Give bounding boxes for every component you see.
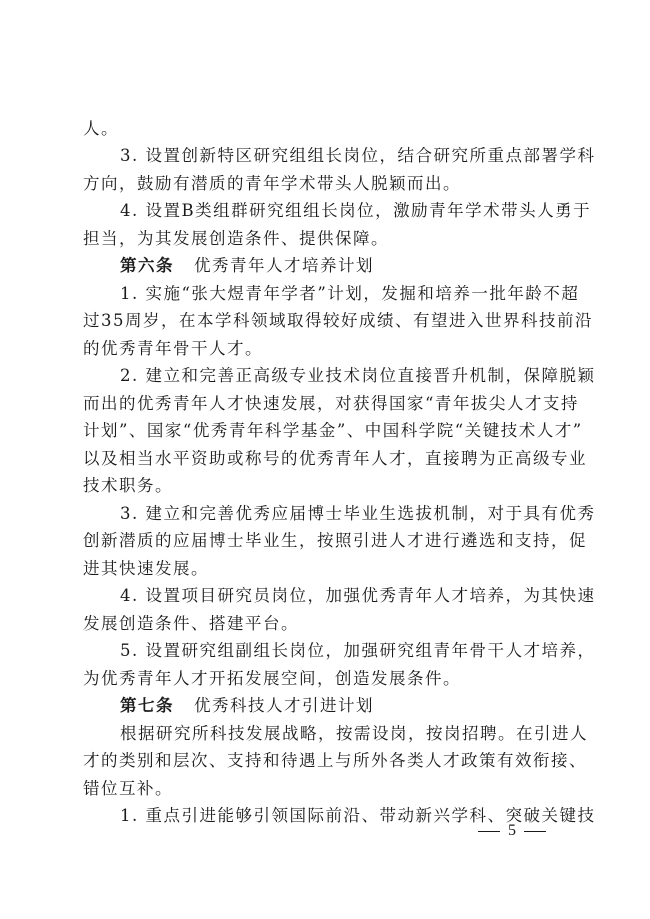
line-text: 而出的优秀青年人才快速发展，对获得国家“青年拔尖人才支持 — [83, 394, 579, 413]
article-title: 优秀科技人才引进计划 — [194, 696, 374, 715]
page-number — [478, 822, 546, 840]
line-text: 人。 — [83, 119, 119, 138]
line-text: 3. 建立和完善优秀应届博士毕业生选拔机制，对于具有优秀 — [120, 504, 596, 523]
line-text: 的优秀青年骨干人才。 — [83, 339, 263, 358]
article-number: 第六条 — [120, 256, 174, 275]
line-text: 技术职务。 — [83, 476, 173, 495]
line-text: 错位互补。 — [83, 779, 173, 798]
line-text: 方向，鼓励有潜质的青年学术带头人脱颖而出。 — [83, 174, 461, 193]
line-text: 计划”、国家“优秀青年科学基金”、中国科学院“关键技术人才” — [83, 421, 583, 440]
line-text: 创新潜质的应届博士毕业生，按照引进人才进行遴选和支持，促 — [83, 531, 587, 550]
line-text: 4. 设置项目研究员岗位，加强优秀青年人才培养，为其快速 — [120, 586, 596, 605]
line-text: 才的类别和层次、支持和待遇上与所外各类人才政策有效衔接、 — [83, 751, 587, 770]
page-number-dash-left — [478, 831, 500, 833]
line-text: 3. 设置创新特区研究组组长岗位，结合研究所重点部署学科 — [120, 146, 596, 165]
line-text: 过35周岁，在本学科领域取得较好成绩、有望进入世界科技前沿 — [83, 311, 593, 330]
line-text: 为优秀青年人才开拓发展空间，创造发展条件。 — [83, 669, 461, 688]
line-text: 5. 设置研究组副组长岗位，加强研究组青年骨干人才培养， — [120, 641, 596, 660]
page-number-value: 5 — [508, 822, 516, 840]
line-text: 担当，为其发展创造条件、提供保障。 — [83, 229, 389, 248]
line-text: 发展创造条件、搭建平台。 — [83, 614, 299, 633]
article-number: 第七条 — [120, 696, 174, 715]
line-text: 4. 设置B类组群研究组组长岗位，激励青年学术带头人勇于 — [120, 201, 592, 220]
line-text: 1. 实施“张大煜青年学者”计划，发掘和培养一批年龄不超 — [120, 284, 580, 303]
article-title: 优秀青年人才培养计划 — [194, 256, 374, 275]
line-text: 1. 重点引进能够引领国际前沿、带动新兴学科、突破关键技 — [120, 806, 596, 825]
line-text: 进其快速发展。 — [83, 559, 209, 578]
line-text: 以及相当水平资助或称号的优秀青年人才，直接聘为正高级专业 — [83, 449, 587, 468]
line-text: 根据研究所科技发展战略，按需设岗，按岗招聘。在引进人 — [120, 724, 588, 743]
page-number-dash-right — [524, 831, 546, 833]
line-text: 2. 建立和完善正高级专业技术岗位直接晋升机制，保障脱颖 — [120, 366, 596, 385]
